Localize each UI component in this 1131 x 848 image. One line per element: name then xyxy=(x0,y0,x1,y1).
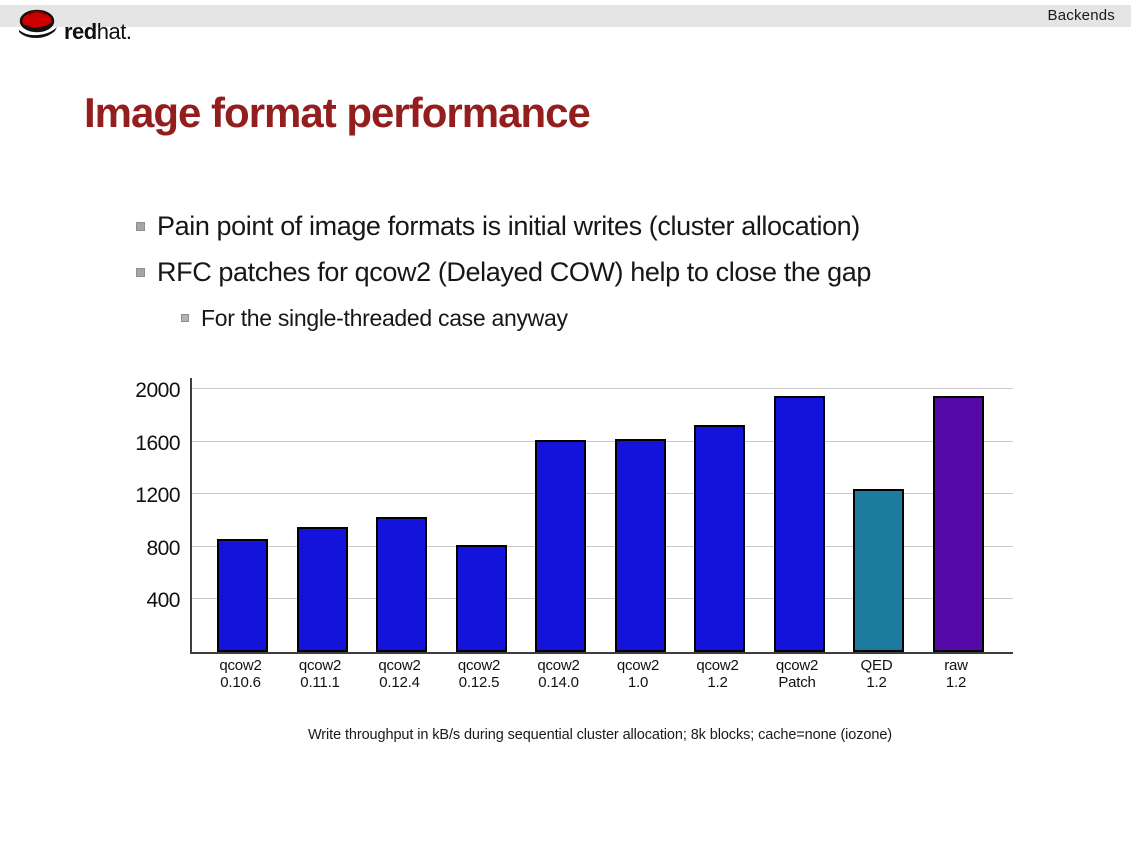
x-tick-label-qcow2-0.10.6 xyxy=(197,658,285,691)
x-tick-label-line: QED xyxy=(860,657,893,674)
x-tick-label-line: qcow2 xyxy=(696,657,739,674)
x-tick-label-qcow2-0.11.1 xyxy=(276,658,364,691)
x-tick-label-qcow2-0.12.5 xyxy=(435,658,523,691)
gridline-2000 xyxy=(192,388,1013,389)
bar-chart-plot-area xyxy=(190,378,1013,654)
y-tick-label-1200: 1200 xyxy=(135,484,180,508)
bullet-square-icon xyxy=(136,222,145,231)
x-tick-label-qcow2-1.0 xyxy=(594,658,682,691)
x-tick-label-line: 1.2 xyxy=(707,673,728,691)
bar-qcow2-0.12.5 xyxy=(456,545,507,652)
x-tick-label-line: qcow2 xyxy=(537,657,580,674)
x-tick-label-line: qcow2 xyxy=(775,657,819,674)
chart-caption: Write throughput in kB/s during sequential cluster allocation; 8k blocks; cache=none (iozone) xyxy=(307,727,893,743)
bullet-square-icon xyxy=(136,268,145,277)
x-tick-label-line: 0.10.6 xyxy=(220,673,261,691)
bar-qed-1.2 xyxy=(853,489,904,652)
x-tick-label-line: qcow2 xyxy=(378,657,421,674)
bullet-text-1: Pain point of image formats is initial writes (cluster allocation) xyxy=(157,211,860,241)
y-tick-label-2000: 2000 xyxy=(135,379,180,402)
y-tick-label-1600: 1600 xyxy=(135,431,180,455)
x-tick-label-line: Patch xyxy=(778,673,816,691)
header-band xyxy=(0,5,1131,27)
bullet-text-2: RFC patches for qcow2 (Delayed COW) help to close the gap xyxy=(157,257,872,287)
redhat-logo xyxy=(16,6,131,45)
bullet-item-1 xyxy=(136,210,1096,242)
x-tick-label-line: qcow2 xyxy=(616,657,660,674)
x-tick-label-line: 1.2 xyxy=(945,673,967,691)
x-tick-label-qcow2-1.2 xyxy=(674,658,762,691)
x-tick-label-line: 1.0 xyxy=(627,673,649,691)
bar-qcow2-1.0 xyxy=(615,439,666,652)
x-tick-label-line: qcow2 xyxy=(219,657,262,674)
y-axis-labels xyxy=(108,378,180,654)
x-tick-label-line: 0.14.0 xyxy=(538,673,579,691)
x-tick-label-line: 0.11.1 xyxy=(300,673,340,691)
redhat-wordmark-red: red xyxy=(64,19,97,44)
bullet-item-2 xyxy=(136,256,1096,288)
redhat-hat-icon xyxy=(16,6,60,45)
x-tick-label-line: raw xyxy=(944,657,968,674)
x-tick-label-line: qcow2 xyxy=(298,657,342,674)
bar-qcow2-1.2 xyxy=(694,425,745,652)
bullet-square-icon xyxy=(181,314,189,322)
bar-qcow2-0.12.4 xyxy=(376,517,427,652)
x-tick-label-line: qcow2 xyxy=(457,657,501,674)
bullet-text-3: For the single-threaded case anyway xyxy=(201,305,568,331)
redhat-wordmark-hat: hat. xyxy=(96,19,132,44)
bar-qcow2-0.14.0 xyxy=(535,440,586,652)
y-tick-label-400: 400 xyxy=(146,589,180,613)
y-tick-label-800: 800 xyxy=(146,536,180,560)
redhat-wordmark xyxy=(64,21,131,45)
bullet-item-3 xyxy=(181,304,1041,332)
x-tick-label-line: 0.12.4 xyxy=(379,673,420,691)
x-tick-label-qcow2-patch xyxy=(753,658,841,691)
bar-raw-1.2 xyxy=(933,396,984,652)
x-tick-label-line: 1.2 xyxy=(866,673,887,691)
x-tick-label-qcow2-0.12.4 xyxy=(356,658,444,691)
x-axis-labels xyxy=(0,658,1131,698)
bar-qcow2-0.11.1 xyxy=(297,527,348,652)
x-tick-label-qed-1.2 xyxy=(833,658,921,691)
x-tick-label-raw-1.2 xyxy=(912,658,1000,691)
page-title: Image format performance xyxy=(84,89,590,136)
bar-qcow2-patch xyxy=(774,396,825,652)
bar-qcow2-0.10.6 xyxy=(217,539,268,652)
x-tick-label-line: 0.12.5 xyxy=(458,673,500,691)
section-label: Backends xyxy=(1047,7,1115,24)
gridline-1600 xyxy=(192,441,1013,442)
x-tick-label-qcow2-0.14.0 xyxy=(515,658,603,691)
